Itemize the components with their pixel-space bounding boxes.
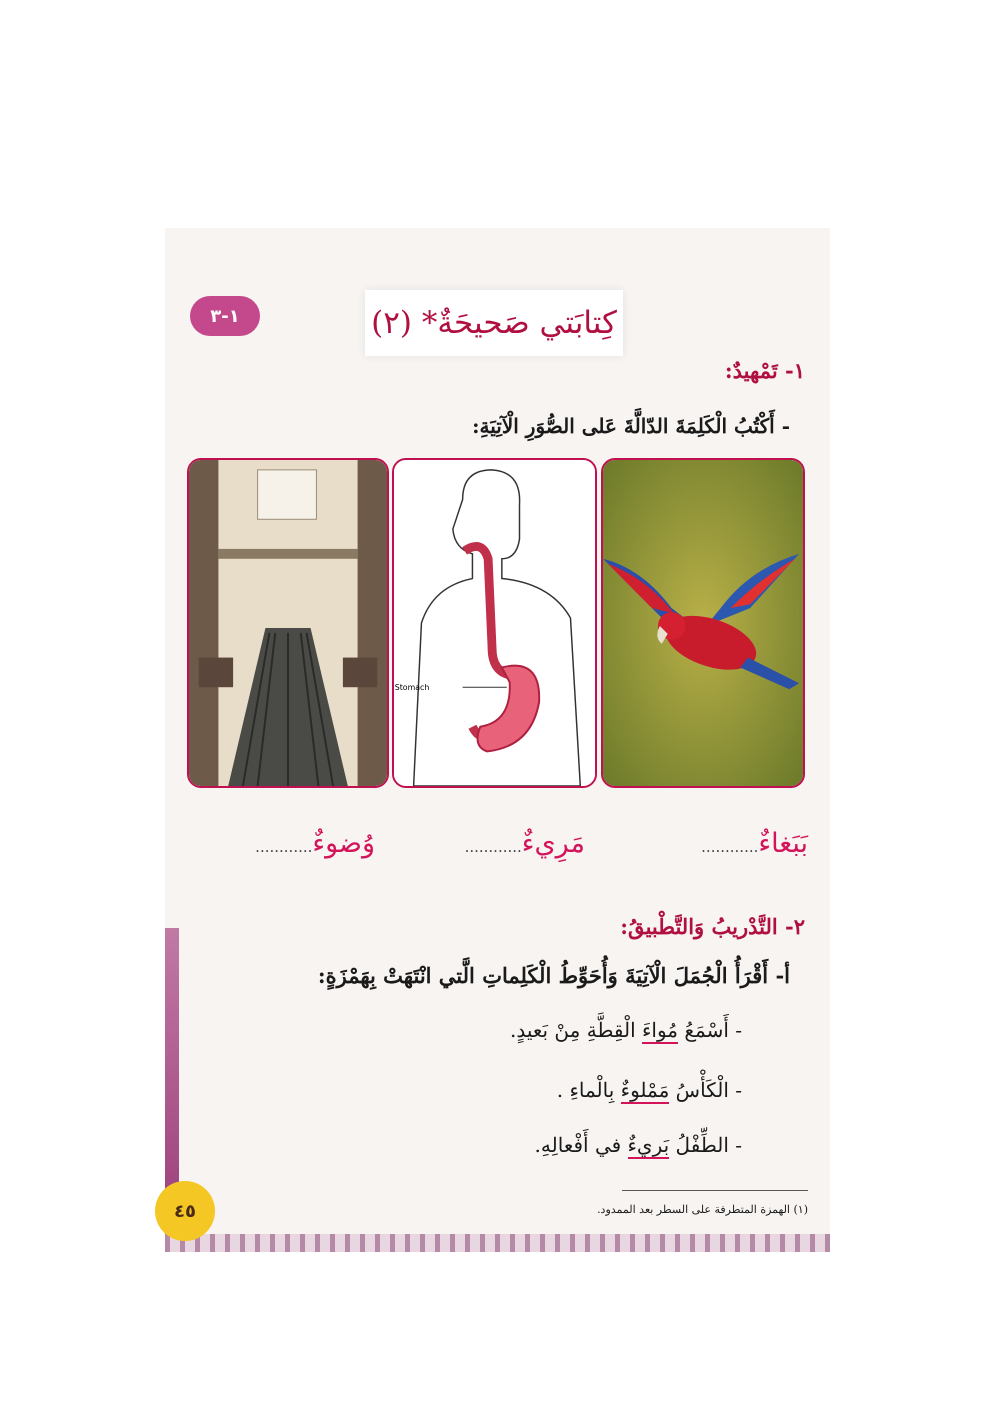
sentence-text: بِالْماءِ . xyxy=(556,1078,621,1102)
footnote: (١) الهمزة المتطرفة على السطر بعد الممدود. xyxy=(597,1203,808,1216)
parrot-picture xyxy=(601,458,805,788)
sentence-text: في أَفْعالِهِ. xyxy=(534,1133,628,1157)
answer-ablution: وُضوءٌ xyxy=(312,828,375,859)
sentence xyxy=(557,1078,742,1102)
parrot-icon xyxy=(603,460,803,786)
section2-heading: ٢- التَّدْريبُ وَالتَّطْبيقُ: xyxy=(620,914,805,939)
answer-esophagus: مَرِيءٌ xyxy=(521,828,585,859)
sentence-text: - الطِّفْلُ xyxy=(669,1133,742,1157)
sentence-text: الْقِطَّةِ مِنْ بَعيدٍ. xyxy=(509,1018,642,1042)
answer-dots: ............ xyxy=(255,838,313,856)
textbook-page xyxy=(165,228,830,1252)
section1-instruction: - أَكْتُبُ الْكَلِمَةَ الدّالَّةَ عَلى الصُّوَرِ الْآتِيَةِ: xyxy=(472,414,790,438)
title-box xyxy=(365,290,623,356)
image-row xyxy=(187,458,805,788)
stomach-picture xyxy=(392,458,597,788)
answer-parrot: بَبَغاءٌ xyxy=(758,828,808,859)
sentence xyxy=(535,1133,742,1157)
circled-word: مُواءَ xyxy=(641,1018,678,1042)
sentence-text: - الْكَأْسُ xyxy=(669,1078,742,1102)
answer-dots: ............ xyxy=(701,838,759,856)
lesson-number-badge: ١-٣ xyxy=(190,296,260,336)
circled-word: مَمْلوءٌ xyxy=(620,1078,670,1102)
section2-instruction: أ- أَقْرَأُ الْجُمَلَ الْآتِيَةَ وَأُحَوِّطُ الْكَلِماتِ الَّتي انْتَهَتْ بِهَمْزَةٍ: xyxy=(317,963,790,988)
washroom-icon xyxy=(189,460,387,786)
circled-word: بَريءٌ xyxy=(627,1133,670,1157)
page-number: ٤٥ xyxy=(155,1181,215,1241)
answer-word xyxy=(701,828,808,859)
answer-word xyxy=(255,828,375,859)
sentence-text: - أَسْمَعُ xyxy=(678,1018,742,1042)
sentence xyxy=(510,1018,742,1042)
answer-dots: ............ xyxy=(464,838,522,856)
section1-heading: ١- تَمْهيدٌ: xyxy=(724,358,805,383)
washroom-picture xyxy=(187,458,389,788)
stomach-diagram-icon xyxy=(394,460,595,786)
bottom-decorative-band xyxy=(165,1234,830,1252)
footnote-divider xyxy=(622,1190,808,1191)
page-title: كِتابَتي صَحيحَةٌ* (٢) xyxy=(371,305,617,341)
stomach-label: Stomach xyxy=(394,683,430,693)
answer-word xyxy=(465,828,585,859)
